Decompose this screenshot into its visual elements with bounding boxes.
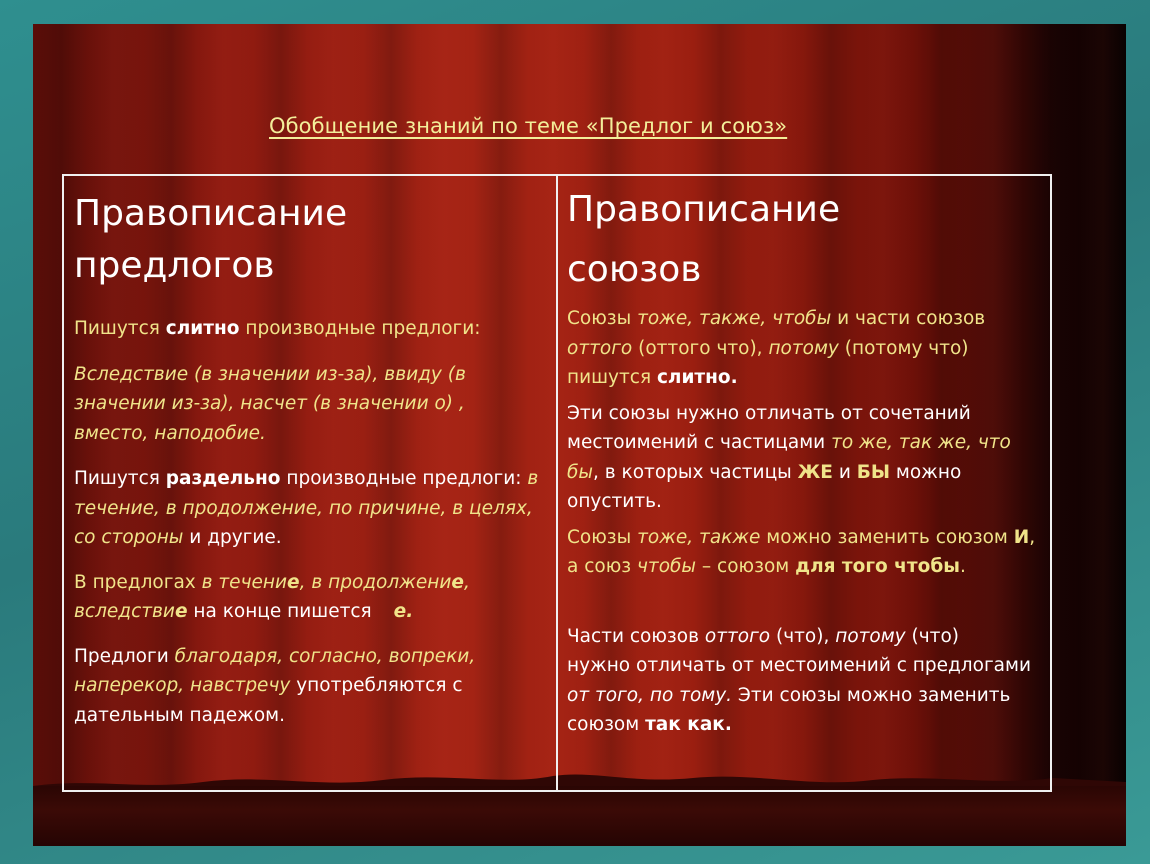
heading-line: предлогов [74, 245, 275, 286]
comparison-table [62, 174, 1052, 792]
text: . [959, 556, 966, 577]
heading-line: Правописание [567, 189, 841, 230]
example: чтобы [637, 556, 697, 577]
text: (что), [770, 625, 836, 647]
page-title: Обобщение знаний по теме «Предлог и союз» [269, 114, 788, 138]
ending: е. [393, 601, 414, 622]
conjunction: так как. [645, 714, 732, 735]
text: можно опустить. [567, 461, 962, 512]
column-divider [556, 176, 558, 790]
rule-fused-conjunctions [567, 304, 1045, 393]
text: Союзы [567, 308, 638, 329]
prepositions-column [74, 176, 544, 790]
text: и части союзов [831, 308, 986, 329]
rule-fused-prepositions [74, 314, 544, 344]
text: В предлогах [74, 571, 202, 593]
example: в течени [201, 571, 287, 593]
rule-ending-e [74, 568, 544, 627]
conjunction: для того чтобы [795, 556, 960, 577]
rule-replace-conjunctions [567, 523, 1045, 582]
ending: е [451, 571, 464, 593]
examples: в течение, в продолжение, по причине, в целях, со стороны [74, 468, 539, 548]
conjunction: И [1013, 526, 1030, 548]
examples: тоже, также, чтобы [637, 308, 832, 329]
emphasis: слитно. [656, 367, 738, 388]
text: нужно отличать от местоимений с предлогами [567, 655, 1031, 676]
text: (потому что) пишутся [567, 337, 969, 388]
text: употребляются с дательным падежом. [74, 675, 463, 726]
example: оттого [567, 337, 633, 359]
particle: ЖЕ [797, 461, 833, 483]
prepositions-heading [74, 188, 544, 292]
rule-dative-case [74, 642, 544, 731]
rule-distinguish-pronouns [567, 622, 1045, 740]
text: (что) [905, 625, 959, 647]
example: потому [835, 625, 906, 647]
examples: от того, по тому. [567, 684, 733, 706]
text: Эти союзы нужно отличать от сочетаний местоимений с частицами [567, 402, 971, 453]
example: потому [768, 337, 839, 359]
ending: е [287, 571, 300, 593]
rule-separate-prepositions [74, 464, 544, 553]
examples: то же, так же, что бы [567, 432, 1011, 483]
text: , в которых частицы [593, 461, 798, 483]
text: можно заменить союзом [760, 526, 1014, 548]
example: оттого [704, 625, 771, 647]
conjunctions-heading [567, 180, 1045, 300]
text: производные предлоги: [239, 318, 481, 339]
text: и другие. [183, 527, 282, 548]
fused-prepositions-examples: Вследствие (в значении из-за), ввиду (в значении из-за), насчет (в значении о) , вместо, наподобие. [74, 363, 466, 444]
text: Пишутся [74, 318, 166, 339]
example: , вследстви [74, 571, 470, 622]
examples: тоже, также [637, 526, 761, 548]
text: , а союз [567, 526, 1036, 577]
slide [33, 24, 1126, 846]
text: Эти союзы можно заменить союзом [567, 684, 1011, 735]
stage-floor [33, 786, 1126, 846]
particle: БЫ [856, 461, 891, 483]
heading-line: Правописание [74, 193, 348, 234]
emphasis: слитно [165, 318, 240, 339]
text: (оттого что), [632, 337, 769, 359]
example: , в продолжени [299, 571, 452, 593]
heading-line: союзов [567, 249, 702, 290]
text: Союзы [567, 526, 638, 548]
text: – союзом [696, 556, 796, 577]
text: производные предлоги: [280, 468, 528, 489]
text: на конце пишется [187, 601, 372, 622]
text: Предлоги [74, 645, 175, 667]
text: Пишутся [74, 468, 166, 489]
rule-distinguish-particles [567, 399, 1045, 517]
text: и [832, 461, 857, 483]
emphasis: раздельно [165, 468, 281, 489]
text: Части союзов [567, 625, 705, 647]
ending: е [174, 601, 188, 622]
conjunctions-column [567, 176, 1045, 790]
examples: благодаря, согласно, вопреки, наперекор, навстречу [74, 645, 476, 696]
